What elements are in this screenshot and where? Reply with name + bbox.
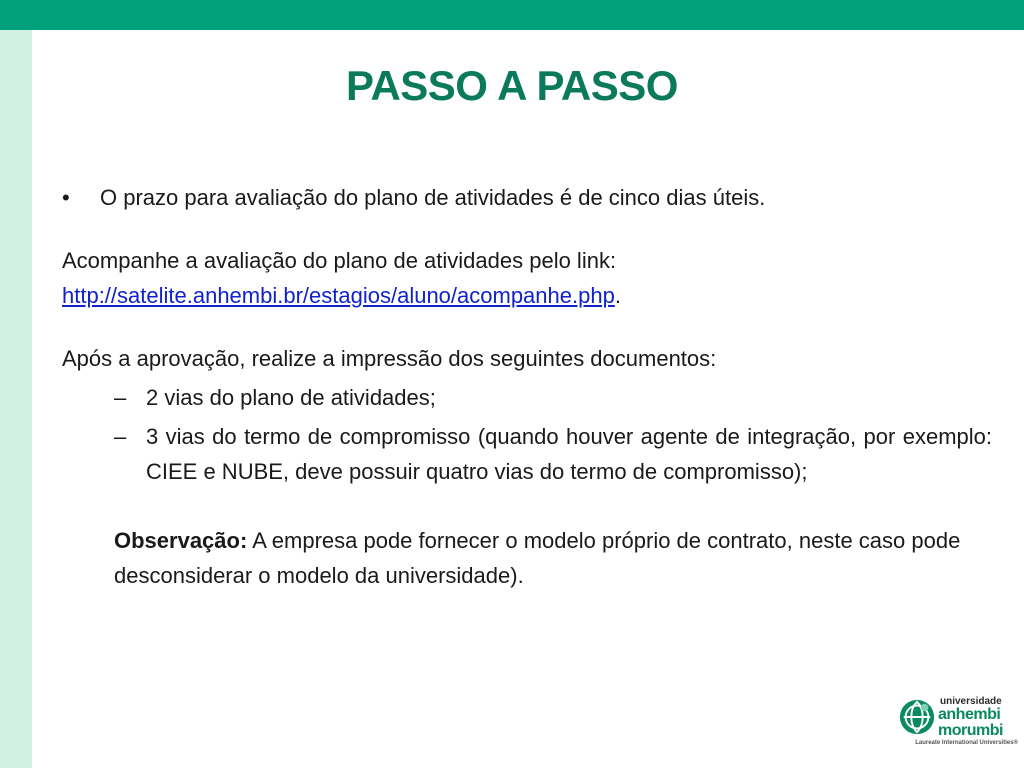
bullet-glyph: •: [62, 185, 70, 210]
note-text: A empresa pode fornecer o modelo próprio de contrato, neste caso pode desconsiderar o modelo da universidade).: [114, 528, 961, 588]
follow-text: Acompanhe a avaliação do plano de atividades pelo link:: [62, 248, 617, 273]
slide-content: [62, 180, 992, 593]
top-accent-bar: [0, 0, 1024, 30]
slide-title: PASSO A PASSO: [346, 62, 678, 109]
document-list: [114, 380, 992, 489]
list-item-text: 3 vias do termo de compromisso (quando houver agente de integração, por exemplo: CIEE e NUBE, deve possuir quatro vias do termo de compromisso);: [146, 424, 992, 484]
logo-text-line4: Laureate International Universities®: [915, 740, 1018, 746]
logo-text-line2: anhembi: [938, 706, 1001, 723]
follow-link[interactable]: http://satelite.anhembi.br/estagios/aluno/acompanhe.php: [62, 283, 615, 308]
list-item: [114, 419, 992, 489]
follow-paragraph: [62, 243, 992, 313]
note-paragraph: [114, 523, 994, 593]
follow-link-suffix: .: [614, 283, 621, 308]
list-item-text: 2 vias do plano de atividades;: [146, 385, 436, 410]
logo-text-line1: universidade: [940, 696, 1002, 707]
after-approval-intro: Após a aprovação, realize a impressão dos seguintes documentos:: [62, 346, 717, 371]
bullet-item: [62, 180, 992, 215]
university-logo: [890, 694, 1024, 750]
bullet-text: O prazo para avaliação do plano de atividades é de cinco dias úteis.: [100, 185, 766, 210]
left-accent-bar: [0, 30, 32, 768]
follow-link-line: [62, 278, 992, 313]
globe-emblem-icon: [898, 698, 936, 736]
logo-text-line3: morumbi: [938, 722, 1003, 739]
after-approval-paragraph: [62, 341, 992, 489]
note-label: Observação:: [114, 528, 248, 553]
list-item: [114, 380, 992, 415]
dash-glyph: –: [114, 385, 127, 410]
dash-glyph: –: [114, 424, 127, 449]
